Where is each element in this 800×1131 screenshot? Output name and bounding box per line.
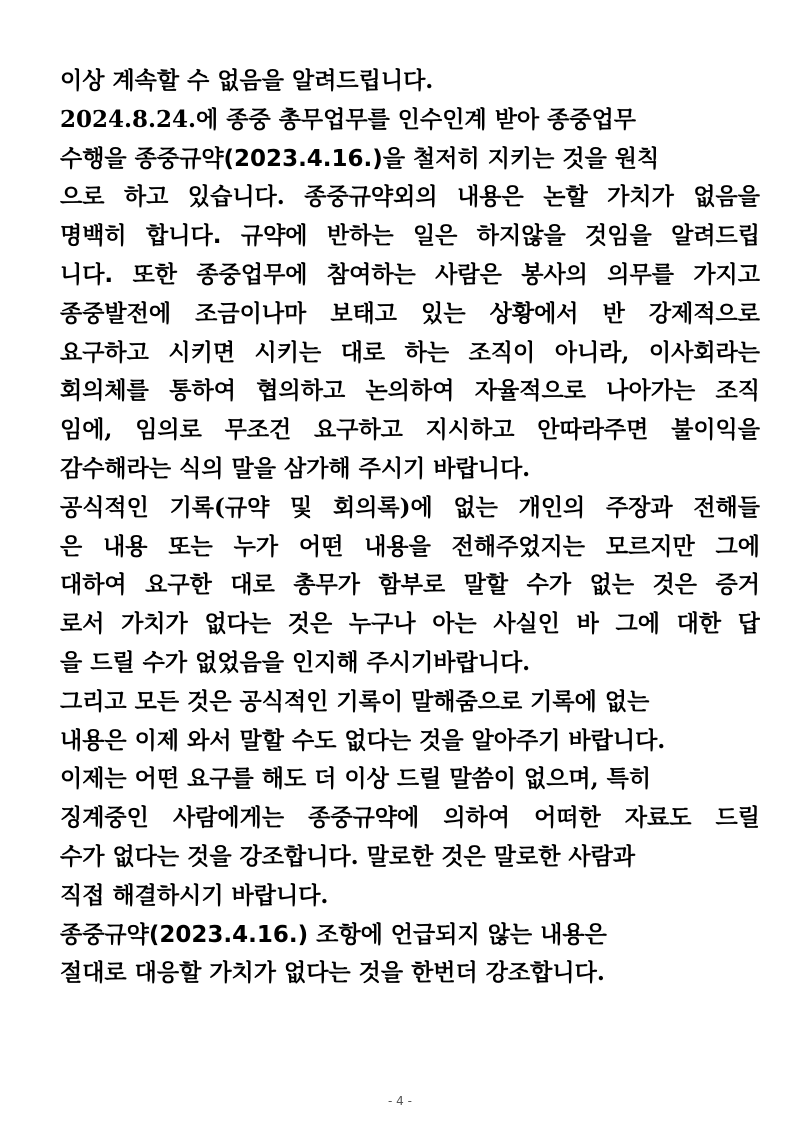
line-text: 요구하고 시키면 시키는 대로 하는 조직이 아니라,: [60, 338, 649, 366]
document-line: [60, 178, 760, 217]
emphasized-text: 규약 및 회의록: [224, 494, 400, 521]
line-text: )에 없는 개인의 주장과 전해들: [399, 493, 760, 521]
line-text: 회의체를 통하여 협의하고 논의하여 자율적으로 나아가는 조직: [60, 377, 760, 405]
line-text: 또한 종중업무에 참여하는 사람은 봉사의 의무를 가지고: [113, 260, 760, 288]
document-line: [60, 799, 760, 838]
document-line: [60, 916, 760, 955]
line-text: 수행을: [60, 144, 135, 172]
line-text: 징계중인 사람에게는 종중규약에 의하여 어떠한 자료도 드릴: [60, 804, 760, 832]
document-line: [60, 334, 760, 373]
document-line: [60, 489, 760, 528]
emphasized-text: 니다.: [60, 261, 114, 288]
line-text: 로서 가치가 없다는 것은 누구나 아는 사실인 바 그에 대한 답: [60, 610, 760, 638]
document-line: [60, 760, 760, 799]
emphasized-text: 종중규약외의 내용은 논할 가치가 없음을: [304, 184, 760, 211]
document-line: [60, 450, 760, 489]
line-text: 이상 계속할 수 없음을 알려드립니다.: [60, 67, 434, 94]
emphasized-text: 이사회: [648, 339, 716, 366]
document-line: [60, 683, 760, 722]
line-text: 은 내용 또는 누가 어떤 내용을 전해주었지는 모르지만 그에: [60, 532, 760, 560]
line-text: 절대로 대응할 가치가 없다는 것을 한번더 강조합니다.: [60, 959, 605, 987]
line-text: 2024.8.24.에 종중 총무업무를 인수인계 받아 종중업무: [60, 105, 637, 133]
line-text: 대하여 요구한 대로 총무가 함부로 말할 수가 없는 것은 증거: [60, 571, 760, 599]
line-text: 내용은 이제 와서 말할 수도 없다는 것을 알아주기 바랍니다.: [60, 726, 666, 754]
line-text: 감수해라는 식의 말을 삼가해 주시기 바랍니다.: [60, 454, 531, 482]
document-line: [60, 256, 760, 295]
document-line: [60, 528, 760, 567]
line-text: 으로 하고 있습니다.: [60, 183, 305, 211]
line-text: 직접 해결하시기 바랍니다.: [60, 881, 329, 909]
line-text: 라는: [715, 338, 760, 366]
document-line: [60, 295, 760, 334]
emphasized-text: 종중규약(2023.4.16.): [134, 145, 383, 172]
document-line: [60, 722, 760, 761]
document-line: [60, 411, 760, 450]
line-text: 그리고 모든 것은 공식적인 기록이 말해줌으로 기록에 없는: [60, 687, 650, 715]
line-text: 수가 없다는 것을 강조합니다. 말로한 것은 말로한 사람과: [60, 842, 636, 870]
document-line: [60, 217, 760, 256]
document-line: [60, 62, 760, 101]
document-line: [60, 877, 760, 916]
emphasized-text: 종중규약(2023.4.16.): [60, 921, 309, 948]
line-text: 공식적인 기록(: [60, 493, 225, 521]
document-body: [60, 62, 760, 993]
line-text: 임에, 임의로 무조건 요구하고 지시하고 안따라주면 불이익을: [60, 416, 760, 444]
page-number: - 4 -: [388, 1094, 412, 1108]
document-line: [60, 644, 760, 683]
emphasized-text: 명백히 합니다. 규약에 반하는 일은 하지않을 것임을 알려드립: [60, 223, 760, 250]
line-text: 이제는 어떤 요구를 해도 더 이상 드릴 말씀이 없으며, 특히: [60, 765, 652, 793]
document-line: [60, 838, 760, 877]
line-text: 종중발전에 조금이나마 보태고 있는 상황에서 반 강제적으로: [60, 299, 760, 327]
document-line: [60, 954, 760, 993]
line-text: 을 철저히 지키는 것을 원칙: [382, 144, 660, 172]
document-line: [60, 566, 760, 605]
document-line: [60, 101, 760, 140]
line-text: 을 드릴 수가 없었음을 인지해 주시기바랍니다.: [60, 648, 531, 676]
document-line: [60, 605, 760, 644]
document-line: [60, 372, 760, 411]
document-line: [60, 140, 760, 179]
line-text: 조항에 언급되지 않는 내용은: [308, 920, 607, 948]
